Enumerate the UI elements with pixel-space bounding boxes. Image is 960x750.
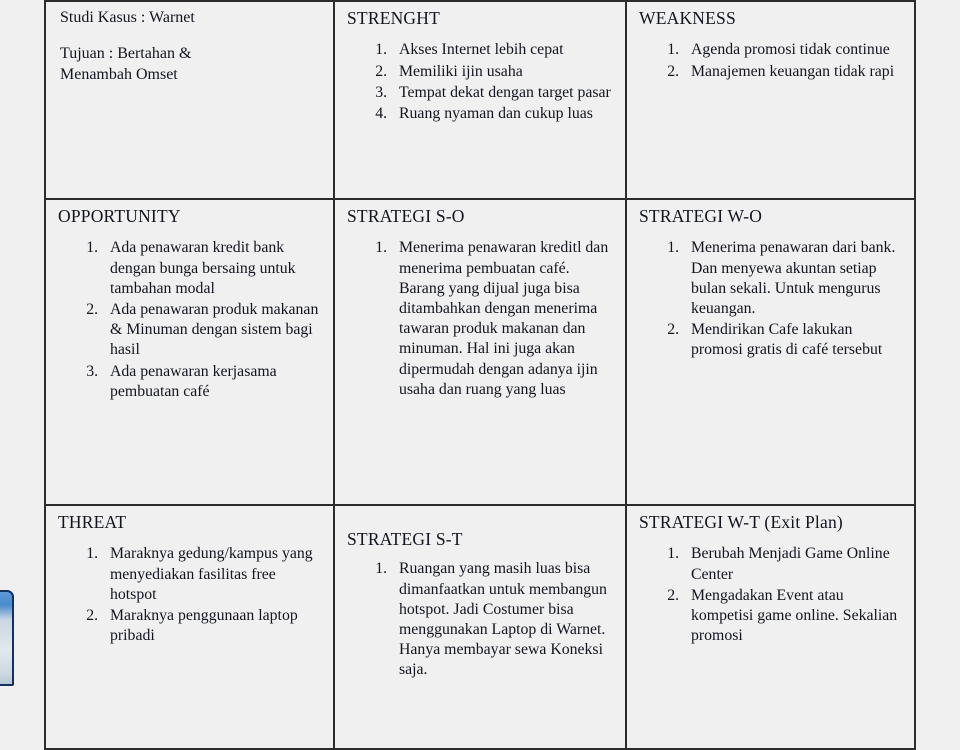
- strategi-wo-list: [637, 238, 906, 360]
- strategi-so-list: [345, 238, 617, 400]
- cell-case-study: [45, 1, 334, 199]
- opportunity-list: [56, 238, 325, 402]
- cell-threat: [45, 505, 334, 749]
- table-row: [45, 505, 915, 749]
- swot-matrix-table: [44, 0, 916, 750]
- list-item: 1. Menerima penawaran kreditl dan menerima pembuatan café. Barang yang dijual juga bisa ditambahkan dengan menerima tawaran produk makanan dan minuman. Hal ini juga akan dipermudah dengan adanya ijin usaha dan ruang yang luas: [391, 238, 617, 400]
- strength-list: [345, 40, 617, 124]
- strength-title: STRENGHT: [347, 8, 440, 28]
- strategi-st-list: [345, 559, 617, 680]
- list-item: 2. Ada penawaran produk makanan & Minuman dengan sistem bagi hasil: [102, 300, 325, 361]
- cell-opportunity: [45, 199, 334, 505]
- list-item: 4. Ruang nyaman dan cukup luas: [391, 104, 617, 124]
- list-item: 2. Manajemen keuangan tidak rapi: [683, 62, 906, 82]
- cell-weakness: [626, 1, 915, 199]
- list-item: 3. Tempat dekat dengan target pasar: [391, 83, 617, 103]
- list-item: 3. Ada penawaran kerjasama pembuatan café: [102, 362, 325, 402]
- cell-strength: [334, 1, 626, 199]
- threat-list: [56, 544, 325, 646]
- cell-strategi-so: [334, 199, 626, 505]
- list-item: 2. Mengadakan Event atau kompetisi game online. Sekalian promosi: [683, 586, 906, 647]
- blue-scroll-tab[interactable]: [0, 590, 14, 686]
- strategi-wt-list: [637, 544, 906, 646]
- weakness-list: [637, 40, 906, 81]
- opportunity-title: OPPORTUNITY: [58, 206, 181, 226]
- list-item: 1. Maraknya gedung/kampus yang menyediakan fasilitas free hotspot: [102, 544, 325, 605]
- strategi-wo-title: STRATEGI W-O: [639, 206, 763, 226]
- list-item: 1. Agenda promosi tidak continue: [683, 40, 906, 60]
- cell-strategi-st: [334, 505, 626, 749]
- list-item: 2. Mendirikan Cafe lakukan promosi gratis di café tersebut: [683, 320, 906, 360]
- list-item: 1. Ruangan yang masih luas bisa dimanfaatkan untuk membangun hotspot. Jadi Costumer bisa menggunakan Laptop di Warnet. Hanya membayar sewa Koneksi saja.: [391, 559, 617, 680]
- case-study-line-1: Studi Kasus : Warnet: [60, 9, 195, 26]
- cell-strategi-wt: [626, 505, 915, 749]
- case-study-line-2: Tujuan : Bertahan &: [60, 45, 192, 63]
- strategi-so-title: STRATEGI S-O: [347, 206, 465, 226]
- table-row: [45, 1, 915, 199]
- list-item: 1. Menerima penawaran dari bank. Dan menyewa akuntan setiap bulan sekali. Untuk mengurus keuangan.: [683, 238, 906, 319]
- case-study-line-3: Menambah Omset: [60, 66, 178, 84]
- strategi-wt-title: STRATEGI W-T (Exit Plan): [639, 512, 843, 532]
- list-item: 1. Akses Internet lebih cepat: [391, 40, 617, 60]
- list-item: 1. Ada penawaran kredit bank dengan bunga bersaing untuk tambahan modal: [102, 238, 325, 299]
- strategi-st-title: STRATEGI S-T: [347, 529, 463, 549]
- cell-strategi-wo: [626, 199, 915, 505]
- table-row: [45, 199, 915, 505]
- list-item: 2. Maraknya penggunaan laptop pribadi: [102, 606, 325, 646]
- list-item: 1. Berubah Menjadi Game Online Center: [683, 544, 906, 584]
- threat-title: THREAT: [58, 512, 127, 532]
- list-item: 2. Memiliki ijin usaha: [391, 62, 617, 82]
- weakness-title: WEAKNESS: [639, 8, 736, 28]
